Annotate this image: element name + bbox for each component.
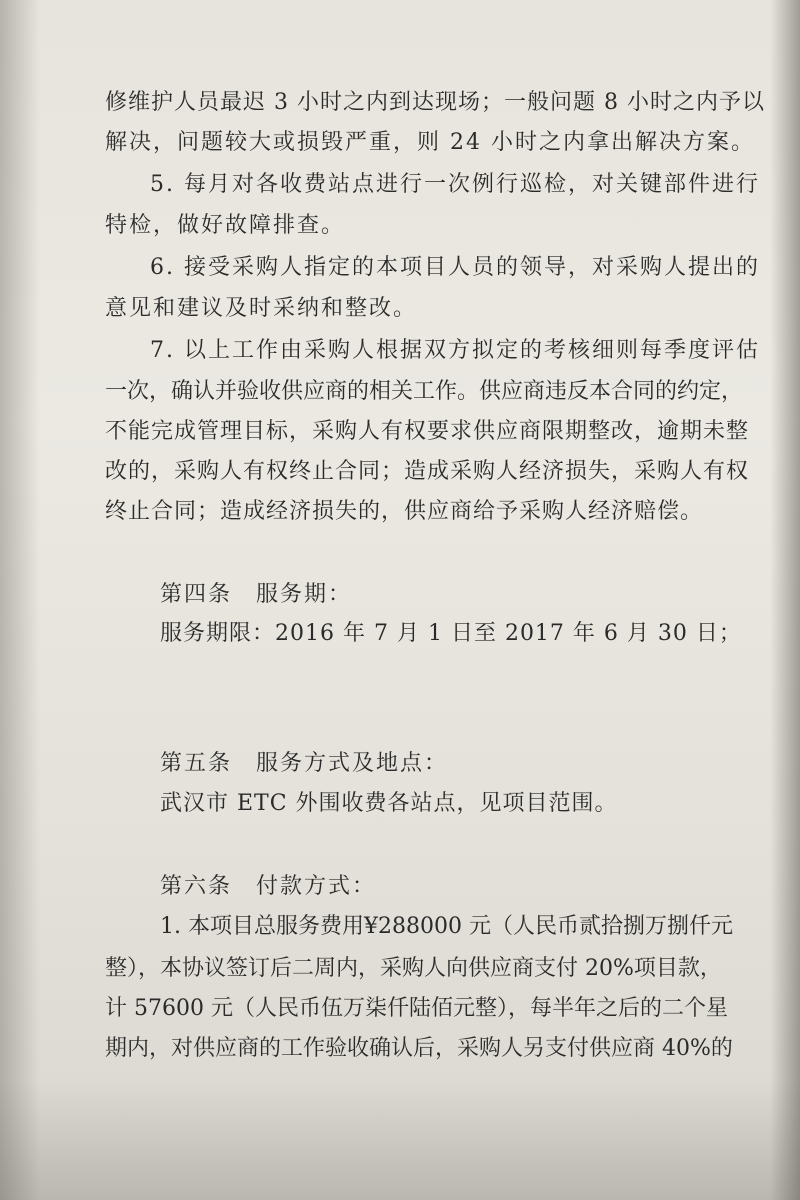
text-line: 服务期限：2016 年 7 月 1 日至 2017 年 6 月 30 日； (160, 621, 742, 646)
text-line: 整），本协议签订后二周内，采购人向供应商支付 20%项目款， (105, 956, 722, 981)
text-line: 改的，采购人有权终止合同；造成采购人经济损失，采购人有权 (105, 459, 750, 484)
text-line: 特检，做好故障排查。 (105, 213, 346, 238)
text-line: 解决，问题较大或损毁严重，则 24 小时之内拿出解决方案。 (105, 130, 755, 155)
text-line: 1. 本项目总服务费用¥288000 元（人民币贰拾捌万捌仟元 (160, 914, 733, 939)
text-line: 5. 每月对各收费站点进行一次例行巡检，对关键部件进行 (150, 172, 760, 197)
text-line: 修维护人员最迟 3 小时之内到达现场；一般问题 8 小时之内予以 (105, 90, 765, 115)
text-line: 意见和建议及时采纳和整改。 (105, 296, 418, 321)
text-line: 一次，确认并验收供应商的相关工作。供应商违反本合同的约定， (105, 379, 744, 404)
section-heading: 第六条 付款方式： (160, 874, 377, 899)
text-line: 6. 接受采购人指定的本项目人员的领导，对采购人提出的 (150, 255, 760, 280)
text-line: 计 57600 元（人民币伍万柒仟陆佰元整），每半年之后的二个星 (105, 996, 728, 1021)
section-heading: 第五条 服务方式及地点： (160, 751, 449, 776)
section-heading: 第四条 服务期： (160, 582, 353, 607)
text-line: 终止合同；造成经济损失的，供应商给予采购人经济赔偿。 (105, 499, 704, 524)
text-line: 武汉市 ETC 外围收费各站点，见项目范围。 (160, 791, 618, 816)
text-line: 7. 以上工作由采购人根据双方拟定的考核细则每季度评估 (150, 338, 760, 363)
text-line: 不能完成管理目标，采购人有权要求供应商限期整改，逾期未整 (105, 419, 750, 444)
text-line: 期内，对供应商的工作验收确认后，采购人另支付供应商 40%的 (105, 1036, 733, 1061)
